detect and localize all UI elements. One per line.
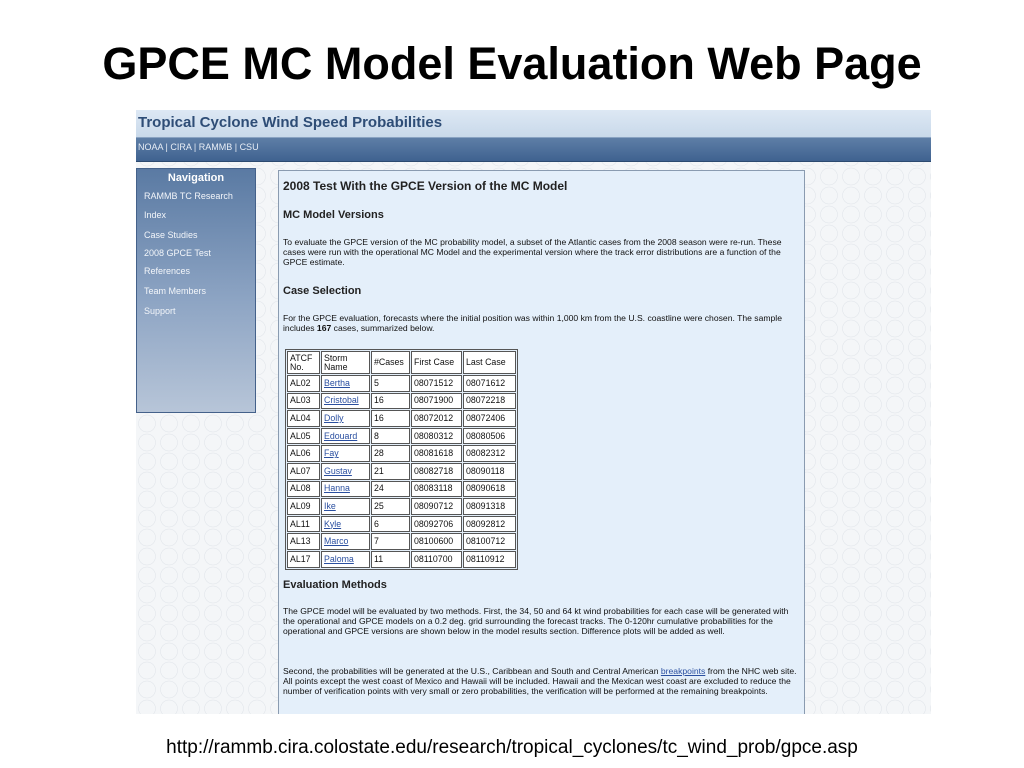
table-row <box>287 551 516 568</box>
cell-last-case: 08072406 <box>463 410 516 427</box>
storm-name-link[interactable]: Bertha <box>324 377 350 388</box>
sidebar-item-rammb-tc-research[interactable]: RAMMB TC Research <box>144 191 233 201</box>
cell-storm-name <box>321 551 370 568</box>
cell-atcf-no: AL17 <box>287 551 320 568</box>
cell-cases: 5 <box>371 375 410 392</box>
cell-first-case: 08072012 <box>411 410 462 427</box>
storm-name-link[interactable]: Paloma <box>324 553 354 564</box>
cell-atcf-no: AL05 <box>287 428 320 445</box>
cell-last-case: 08080506 <box>463 428 516 445</box>
cell-first-case: 08100600 <box>411 533 462 550</box>
storm-name-link[interactable]: Gustav <box>324 465 352 476</box>
table-body <box>287 375 516 568</box>
table-row <box>287 393 516 410</box>
section-heading-evaluation-methods: Evaluation Methods <box>283 579 387 591</box>
cell-atcf-no: AL07 <box>287 463 320 480</box>
table-row <box>287 498 516 515</box>
sidebar-item-index[interactable]: Index <box>144 210 167 220</box>
paragraph-evaluation-methods-1: The GPCE model will be evaluated by two methods. First, the 34, 50 and 64 kt wind probabilities for each case will be generated with the operational and GPCE models on a 0.2 deg. grid surrounding the forecast tracks. The 0-120hr cumulative probabilities for the operational and GPCE versions are shown below in the model results section. Difference plots will be added as well. <box>283 606 789 636</box>
cell-cases: 16 <box>371 410 410 427</box>
section-heading-case-selection: Case Selection <box>283 285 362 297</box>
column-header-storm-name: Storm Name <box>321 351 370 374</box>
cell-last-case: 08092812 <box>463 516 516 533</box>
column-header-first-case: First Case <box>411 351 462 374</box>
cell-cases: 24 <box>371 481 410 498</box>
cell-first-case: 08083118 <box>411 481 462 498</box>
cell-cases: 11 <box>371 551 410 568</box>
top-nav-bar <box>136 137 931 162</box>
cell-storm-name <box>321 375 370 392</box>
cell-last-case: 08090618 <box>463 481 516 498</box>
case-selection-text-2: cases, summarized below. <box>331 323 435 333</box>
sidebar-item-support[interactable]: Support <box>144 306 176 316</box>
storm-name-link[interactable]: Ike <box>324 500 336 511</box>
cell-atcf-no: AL06 <box>287 445 320 462</box>
case-count: 167 <box>316 323 332 333</box>
cell-cases: 21 <box>371 463 410 480</box>
top-nav-link-csu[interactable]: CSU <box>239 142 259 152</box>
cell-storm-name <box>321 516 370 533</box>
cell-cases: 16 <box>371 393 410 410</box>
table-row <box>287 428 516 445</box>
cell-storm-name <box>321 463 370 480</box>
site-header <box>136 110 931 137</box>
top-nav-separator: | <box>163 142 171 152</box>
paragraph-evaluation-methods-2 <box>283 666 798 696</box>
cell-first-case: 08071900 <box>411 393 462 410</box>
cell-cases: 6 <box>371 516 410 533</box>
column-header-atcf-no: ATCF No. <box>287 351 320 374</box>
cell-first-case: 08082718 <box>411 463 462 480</box>
case-selection-text-1: For the GPCE evaluation, forecasts where the initial position was within 1,000 km from the U.S. coastline were chosen. The sample includes <box>283 313 782 333</box>
cell-first-case: 08110700 <box>411 551 462 568</box>
table-row <box>287 410 516 427</box>
storm-name-link[interactable]: Marco <box>324 536 349 547</box>
cell-atcf-no: AL09 <box>287 498 320 515</box>
cell-last-case: 08090118 <box>463 463 516 480</box>
table-row <box>287 481 516 498</box>
cell-first-case: 08090712 <box>411 498 462 515</box>
evaluation-methods-text-2a: Second, the probabilities will be generated at the U.S., Caribbean and South and Central American <box>283 666 661 676</box>
sidebar-item-case-studies[interactable]: Case Studies <box>144 230 198 240</box>
source-url: http://rammb.cira.colostate.edu/research/tropical_cyclones/tc_wind_prob/gpce.asp <box>166 737 858 758</box>
main-content-panel <box>278 170 805 714</box>
paragraph-mc-model-versions: To evaluate the GPCE version of the MC probability model, a subset of the Atlantic cases from the 2008 season were re-run. These cases were run with the operational MC Model and the experimental version where the track error distributions are a function of the GPCE estimate. <box>283 237 782 267</box>
storm-name-link[interactable]: Kyle <box>324 518 342 529</box>
cell-first-case: 08080312 <box>411 428 462 445</box>
cell-storm-name <box>321 533 370 550</box>
section-heading-mc-model-versions: MC Model Versions <box>283 209 384 221</box>
sidebar-item-references[interactable]: References <box>144 266 191 276</box>
cell-storm-name <box>321 445 370 462</box>
storm-name-link[interactable]: Cristobal <box>324 395 359 406</box>
page-heading: 2008 Test With the GPCE Version of the MC Model <box>283 179 568 193</box>
storm-name-link[interactable]: Hanna <box>324 483 350 494</box>
cell-atcf-no: AL03 <box>287 393 320 410</box>
top-nav-separator: | <box>191 142 199 152</box>
cell-cases: 28 <box>371 445 410 462</box>
top-nav-separator: | <box>232 142 240 152</box>
storm-name-link[interactable]: Fay <box>324 448 339 459</box>
cell-last-case: 08082312 <box>463 445 516 462</box>
cell-cases: 8 <box>371 428 410 445</box>
table-row <box>287 533 516 550</box>
cell-last-case: 08072218 <box>463 393 516 410</box>
table-row <box>287 375 516 392</box>
storm-name-link[interactable]: Dolly <box>324 412 344 423</box>
cell-last-case: 08100712 <box>463 533 516 550</box>
cell-atcf-no: AL13 <box>287 533 320 550</box>
table-row <box>287 445 516 462</box>
paragraph-case-selection <box>283 313 798 333</box>
evaluation-methods-text-2b: from the NHC web site. All points except the west coast of Mexico and Hawaii will be included. Hawaii and the Mexican west coast are excluded to reduce the number of verification points with very small or zero probabilities, the verification will be performed at the remaining breakpoints. <box>283 666 797 696</box>
top-nav-links <box>138 142 259 152</box>
cell-storm-name <box>321 428 370 445</box>
top-nav-link-rammb[interactable]: RAMMB <box>198 142 233 152</box>
top-nav-link-cira[interactable]: CIRA <box>170 142 192 152</box>
cell-cases: 25 <box>371 498 410 515</box>
cell-last-case: 08110912 <box>463 551 516 568</box>
table-row <box>287 463 516 480</box>
column-header-cases: #Cases <box>371 351 410 374</box>
cell-first-case: 08081618 <box>411 445 462 462</box>
cell-storm-name <box>321 410 370 427</box>
cell-storm-name <box>321 498 370 515</box>
sidebar-title: Navigation <box>167 172 225 184</box>
cell-atcf-no: AL08 <box>287 481 320 498</box>
cell-atcf-no: AL04 <box>287 410 320 427</box>
cell-last-case: 08071612 <box>463 375 516 392</box>
cell-storm-name <box>321 393 370 410</box>
site-title: Tropical Cyclone Wind Speed Probabilities <box>138 114 443 131</box>
browser-screenshot <box>136 110 931 714</box>
sidebar-item-2008-gpce-test[interactable]: 2008 GPCE Test <box>144 248 211 258</box>
storm-cases-table <box>285 349 518 570</box>
sidebar-navigation <box>136 168 256 413</box>
table-row <box>287 516 516 533</box>
cell-first-case: 08092706 <box>411 516 462 533</box>
cell-atcf-no: AL02 <box>287 375 320 392</box>
storm-name-link[interactable]: Edouard <box>324 430 358 441</box>
cell-first-case: 08071512 <box>411 375 462 392</box>
breakpoints-link[interactable]: breakpoints <box>660 666 706 676</box>
cell-storm-name <box>321 481 370 498</box>
cell-atcf-no: AL11 <box>287 516 320 533</box>
cell-last-case: 08091318 <box>463 498 516 515</box>
top-nav-link-noaa[interactable]: NOAA <box>138 142 164 152</box>
cell-cases: 7 <box>371 533 410 550</box>
column-header-last-case: Last Case <box>463 351 516 374</box>
slide-title: GPCE MC Model Evaluation Web Page <box>102 38 922 89</box>
sidebar-item-team-members[interactable]: Team Members <box>144 286 207 296</box>
table-header-row <box>287 351 516 374</box>
